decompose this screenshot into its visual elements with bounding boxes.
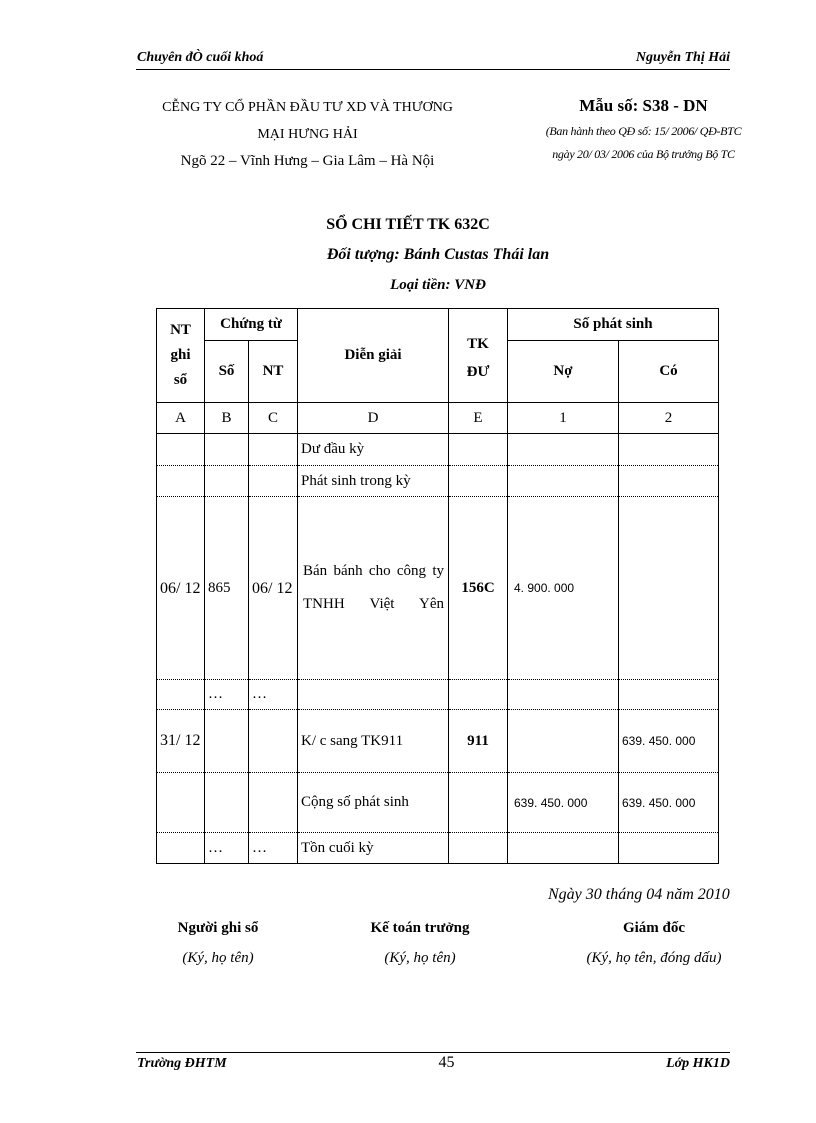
cell-dien-giai: Tồn cuối kỳ <box>298 833 449 864</box>
column-code-row <box>157 403 719 434</box>
footer-school: Trường ĐHTM <box>137 1056 227 1071</box>
cell-no <box>508 434 619 466</box>
table-row <box>157 773 719 833</box>
company-name-line2: MẠI HƯNG HẢI <box>257 127 358 142</box>
signature-date: Ngày 30 tháng 04 năm 2010 <box>548 886 730 903</box>
company-block <box>110 94 505 175</box>
cell-so <box>205 710 249 773</box>
col-code: D <box>298 403 449 434</box>
signature-director <box>544 918 764 967</box>
header-no: Nợ <box>508 341 619 403</box>
cell-no: 639. 450. 000 <box>508 773 619 833</box>
cell-ntct: … <box>249 680 298 710</box>
cell-nt <box>157 773 205 833</box>
cell-ntct <box>249 710 298 773</box>
cell-so <box>205 434 249 466</box>
cell-no: 4. 900. 000 <box>508 497 619 680</box>
accountant-sub: (Ký, họ tên) <box>384 950 456 966</box>
form-note-2: ngày 20/ 03/ 2006 của Bộ trưởng Bộ TC <box>552 147 735 161</box>
form-code: Mẫu số: S38 - DN <box>579 96 708 115</box>
cell-ntct <box>249 434 298 466</box>
cell-so <box>205 466 249 497</box>
cell-ntct <box>249 466 298 497</box>
cell-no <box>508 680 619 710</box>
cell-tk <box>449 773 508 833</box>
director-sub: (Ký, họ tên, đóng dấu) <box>586 950 722 966</box>
cell-nt <box>157 833 205 864</box>
cell-so: … <box>205 833 249 864</box>
recorder-title: Người ghi sổ <box>177 920 259 936</box>
company-address: Ngõ 22 – Vĩnh Hưng – Gia Lâm – Hà Nội <box>180 153 435 169</box>
cell-dien-giai: Bán bánh cho công ty TNHH Việt Yên <box>298 497 449 680</box>
cell-co <box>619 434 719 466</box>
header-nt: NT <box>249 341 298 403</box>
header-du-line: ĐƯ <box>466 363 490 380</box>
col-code: 2 <box>619 403 719 434</box>
form-code-block <box>500 94 787 164</box>
table-row <box>157 466 719 497</box>
header-nt-line: NT <box>170 322 191 338</box>
cell-tk: 156C <box>449 497 508 680</box>
company-name-line1: CỄNG TY CỔ PHẦN ĐẦU TƯ XD VÀ THƯƠNG <box>162 100 453 115</box>
cell-nt: 31/ 12 <box>157 710 205 773</box>
director-title: Giám đốc <box>622 920 686 936</box>
cell-ntct <box>249 773 298 833</box>
header-so-line: sổ <box>173 372 188 388</box>
table-row <box>157 497 719 680</box>
cell-tk <box>449 434 508 466</box>
document-currency: Loại tiền: VNĐ <box>390 277 486 293</box>
document-title: SỔ CHI TIẾT TK 632C <box>326 216 490 233</box>
header-chung-tu: Chứng từ <box>205 309 298 341</box>
cell-no <box>508 833 619 864</box>
cell-tk <box>449 680 508 710</box>
ledger-table <box>156 308 719 864</box>
cell-ntct: … <box>249 833 298 864</box>
cell-nt: 06/ 12 <box>157 497 205 680</box>
col-code: B <box>205 403 249 434</box>
table-row <box>157 680 719 710</box>
cell-no <box>508 710 619 773</box>
cell-nt <box>157 466 205 497</box>
table-row <box>157 710 719 773</box>
signature-accountant <box>310 918 530 967</box>
header-left-title: Chuyên đÒ cuối khoá <box>137 50 264 65</box>
table-row <box>157 434 719 466</box>
cell-nt <box>157 680 205 710</box>
recorder-sub: (Ký, họ tên) <box>182 950 254 966</box>
header-ghi-line: ghi <box>170 347 191 363</box>
cell-dien-giai: Cộng số phát sinh <box>298 773 449 833</box>
cell-co <box>619 466 719 497</box>
signature-recorder <box>108 918 328 967</box>
accountant-title: Kế toán trưởng <box>370 920 470 936</box>
cell-co <box>619 680 719 710</box>
table-header-row-1 <box>157 309 719 341</box>
header-so: Số <box>205 341 249 403</box>
footer-class: Lớp HK1D <box>666 1056 730 1071</box>
table-row <box>157 833 719 864</box>
cell-nt <box>157 434 205 466</box>
cell-dien-giai: Phát sinh trong kỳ <box>298 466 449 497</box>
header-co: Có <box>619 341 719 403</box>
document-subject: Đối tượng: Bánh Custas Thái lan <box>326 246 550 263</box>
cell-so <box>205 773 249 833</box>
cell-co <box>619 497 719 680</box>
cell-tk <box>449 833 508 864</box>
cell-tk: 911 <box>449 710 508 773</box>
header-tk-du <box>449 309 508 403</box>
cell-so: … <box>205 680 249 710</box>
form-note-1: (Ban hành theo QĐ số: 15/ 2006/ QĐ-BTC <box>545 124 742 138</box>
cell-no <box>508 466 619 497</box>
page-number: 45 <box>438 1054 455 1071</box>
cell-ntct: 06/ 12 <box>249 497 298 680</box>
cell-co: 639. 450. 000 <box>619 710 719 773</box>
col-code: E <box>449 403 508 434</box>
cell-dien-giai: Dư đầu kỳ <box>298 434 449 466</box>
col-code: C <box>249 403 298 434</box>
header-dien-giai: Diễn giải <box>298 309 449 403</box>
col-code: A <box>157 403 205 434</box>
cell-tk <box>449 466 508 497</box>
cell-co: 639. 450. 000 <box>619 773 719 833</box>
header-author: Nguyễn Thị Hải <box>635 50 730 65</box>
cell-dien-giai: K/ c sang TK911 <box>298 710 449 773</box>
cell-dien-giai <box>298 680 449 710</box>
cell-so: 865 <box>205 497 249 680</box>
header-nt-ghi-so <box>157 309 205 403</box>
col-code: 1 <box>508 403 619 434</box>
header-divider <box>136 69 730 70</box>
footer-divider <box>136 1052 730 1053</box>
cell-co <box>619 833 719 864</box>
header-tk-line: TK <box>467 335 489 352</box>
header-so-phat-sinh: Số phát sinh <box>508 309 719 341</box>
